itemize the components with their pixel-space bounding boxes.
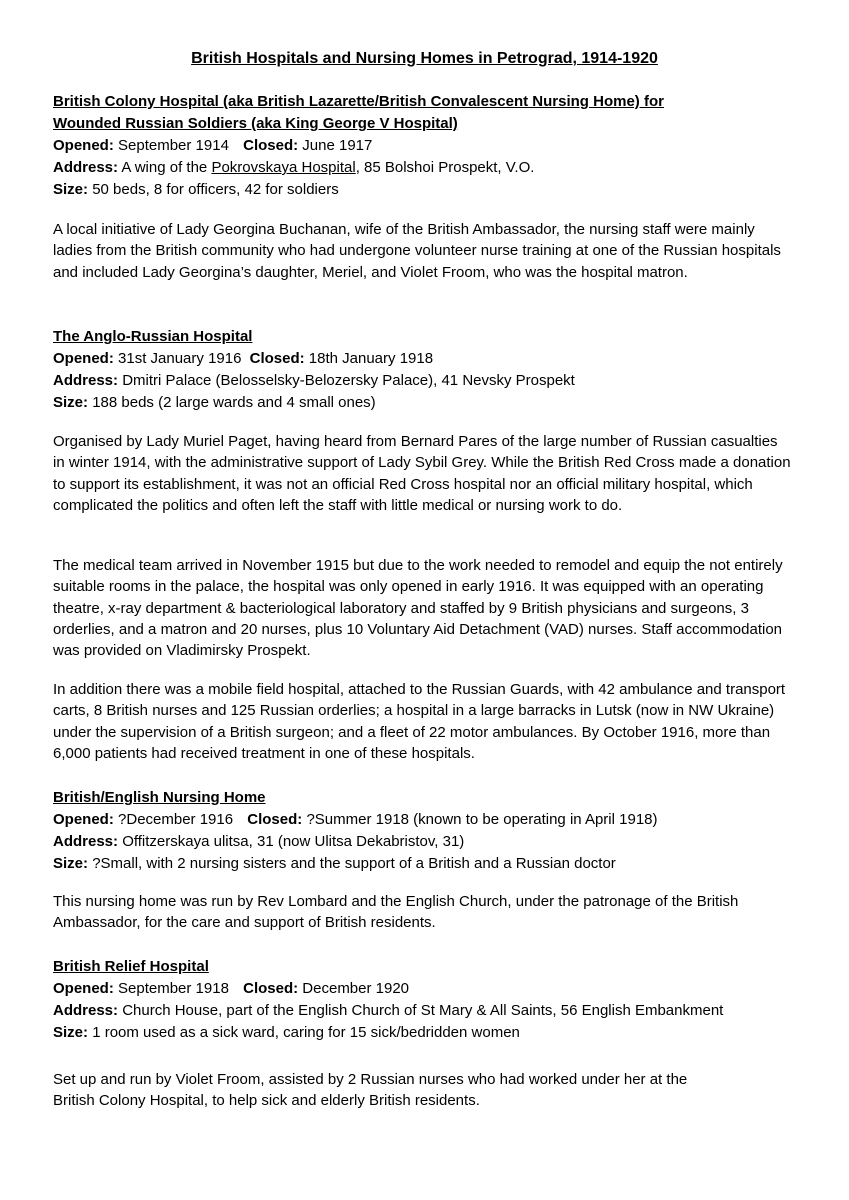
body-paragraph: Organised by Lady Muriel Paget, having heard from Bernard Pares of the large number of Russian casualties in winter 1914, with the administrative support of Lady Sybil Grey. While the British Red Cross made a donation to support its establishment, it was not an official Red Cross hospital nor an official military hospital, which complicated the politics and often left the staff with little medical or nursing work to do. <box>53 433 791 514</box>
closed-label: Closed: <box>247 811 303 828</box>
size-line <box>53 853 793 875</box>
address-label: Address: <box>53 159 119 176</box>
size-value: 1 room used as a sick ward, caring for 15 sick/bedridden women <box>92 1024 520 1041</box>
body-paragraph: In addition there was a mobile field hospital, attached to the Russian Guards, with 42 ambulance and transport carts, 8 British nurses and 125 Russian orderlies; a hospital in a large barracks in Lutsk (now in NW Ukraine) under the supervision of a British surgeon; and a fleet of 22 motor ambulances. By October 1916, more than 6,000 patients had received treatment in one of these hospitals. <box>53 681 786 762</box>
closed-label: Closed: <box>243 137 299 154</box>
section-british-colony-hospital <box>53 91 793 201</box>
size-label: Size: <box>53 1024 89 1041</box>
opened-label: Opened: <box>53 980 114 997</box>
section-british-relief-hospital <box>53 956 793 1044</box>
closed-label: Closed: <box>249 350 305 367</box>
section-title: British Colony Hospital (aka British Lazarette/British Convalescent Nursing Home) for <box>53 93 664 110</box>
opened-closed-line <box>53 348 793 370</box>
opened-label: Opened: <box>53 137 114 154</box>
body-paragraph: This nursing home was run by Rev Lombard and the English Church, under the patronage of the British Ambassador, for the care and support of British residents. <box>53 893 739 932</box>
address-value: Church House, part of the English Church of St Mary & All Saints, 56 English Embankment <box>122 1002 724 1019</box>
size-label: Size: <box>53 855 89 872</box>
address-label: Address: <box>53 833 119 850</box>
closed-value: June 1917 <box>302 137 373 154</box>
section-anglo-russian-hospital <box>53 326 793 414</box>
opened-value: 31st January 1916 <box>118 350 242 367</box>
opened-value: September 1914 <box>118 137 229 154</box>
size-label: Size: <box>53 181 89 198</box>
opened-closed-line <box>53 978 793 1000</box>
section-english-nursing-home <box>53 787 793 875</box>
opened-closed-line <box>53 135 793 157</box>
opened-label: Opened: <box>53 350 114 367</box>
address-line <box>53 831 793 853</box>
closed-label: Closed: <box>243 980 299 997</box>
address-line <box>53 1000 793 1022</box>
opened-value: ?December 1916 <box>118 811 234 828</box>
pokrovskaya-hospital-link[interactable]: Pokrovskaya Hospital <box>211 159 356 176</box>
size-line <box>53 179 793 201</box>
address-label: Address: <box>53 1002 119 1019</box>
opened-closed-line <box>53 809 793 831</box>
address-line <box>53 157 793 179</box>
size-line <box>53 392 793 414</box>
size-label: Size: <box>53 394 89 411</box>
opened-label: Opened: <box>53 811 114 828</box>
address-value: Offitzerskaya ulitsa, 31 (now Ulitsa Dekabristov, 31) <box>122 833 465 850</box>
document-title: British Hospitals and Nursing Homes in Petrograd, 1914-1920 <box>191 50 658 67</box>
address-line <box>53 370 793 392</box>
closed-value: ?Summer 1918 (known to be operating in April 1918) <box>306 811 658 828</box>
section-title: British Relief Hospital <box>53 958 209 975</box>
section-title: The Anglo-Russian Hospital <box>53 328 253 345</box>
section-title: British/English Nursing Home <box>53 789 266 806</box>
size-value: 188 beds (2 large wards and 4 small ones) <box>92 394 376 411</box>
address-prefix: A wing of the <box>121 159 208 176</box>
size-line <box>53 1022 793 1044</box>
address-label: Address: <box>53 372 119 389</box>
closed-value: 18th January 1918 <box>308 350 434 367</box>
size-value: 50 beds, 8 for officers, 42 for soldiers <box>92 181 339 198</box>
address-value: Dmitri Palace (Belosselsky-Belozersky Palace), 41 Nevsky Prospekt <box>122 372 575 389</box>
size-value: ?Small, with 2 nursing sisters and the support of a British and a Russian doctor <box>92 855 616 872</box>
address-suffix: , 85 Bolshoi Prospekt, V.O. <box>355 159 535 176</box>
body-paragraph: Set up and run by Violet Froom, assisted by 2 Russian nurses who had worked under her at the British Colony Hospital, to help sick and elderly British residents. <box>53 1071 688 1110</box>
body-paragraph: A local initiative of Lady Georgina Buchanan, wife of the British Ambassador, the nursing staff were mainly ladies from the British community who had undergone volunteer nurse training at one of the Russian hospitals and included Lady Georgina’s daughter, Meriel, and Violet Froom, who was the hospital matron. <box>53 221 781 281</box>
opened-value: September 1918 <box>118 980 229 997</box>
section-title-continued: Wounded Russian Soldiers (aka King George V Hospital) <box>53 115 458 132</box>
body-paragraph: The medical team arrived in November 1915 but due to the work needed to remodel and equip the not entirely suitable rooms in the palace, the hospital was only opened in early 1916. It was equipped with an operating theatre, x-ray department & bacteriological laboratory and staffed by 9 British physicians and surgeons, 3 orderlies, and a matron and 20 nurses, plus 10 Voluntary Aid Detachment (VAD) nurses. Staff accommodation was provided on Vladimirsky Prospekt. <box>53 557 783 660</box>
closed-value: December 1920 <box>302 980 410 997</box>
